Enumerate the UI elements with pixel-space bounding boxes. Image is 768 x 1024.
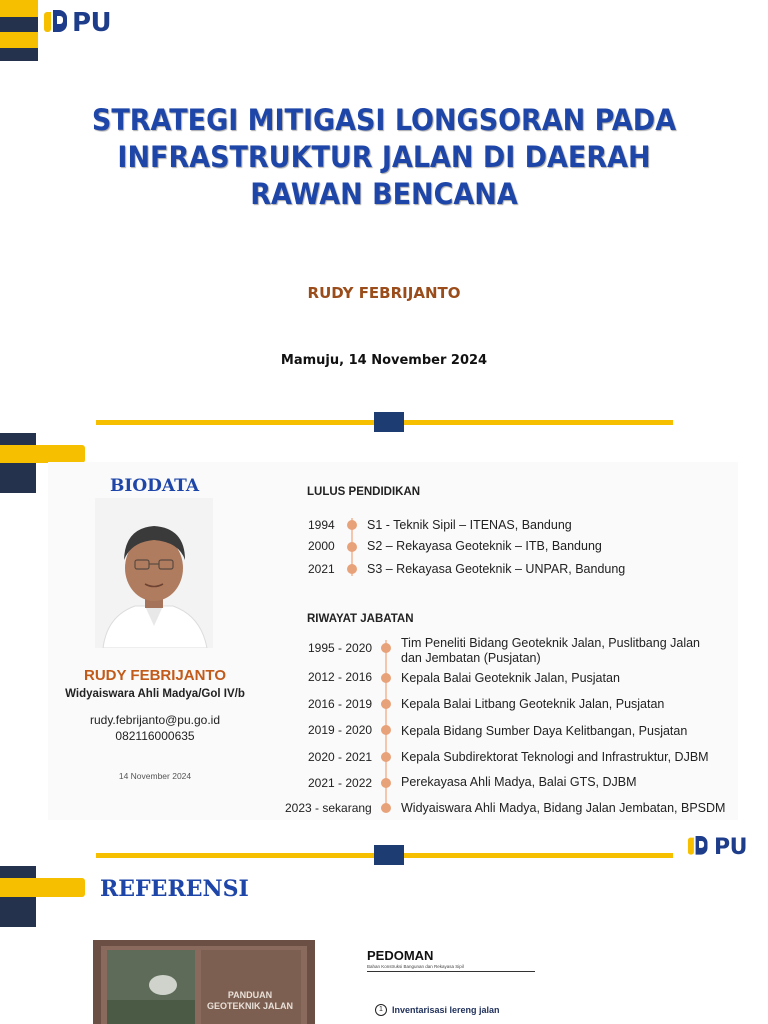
slide-divider-marker — [374, 412, 404, 432]
corner-navy-bar — [0, 48, 38, 61]
career-years: 2016 - 2019 — [308, 697, 373, 711]
corner-navy-bar — [0, 17, 38, 32]
biodata-heading: BIODATA — [110, 476, 200, 496]
pu-logo — [686, 834, 747, 860]
title-line: STRATEGI MITIGASI LONGSORAN PADA — [91, 103, 677, 137]
corner-yellow-bar — [0, 878, 85, 897]
title-line: RAWAN BENCANA — [250, 177, 518, 211]
timeline-dot — [347, 520, 357, 530]
corner-yellow-bar — [0, 445, 85, 463]
corner-yellow-bar — [0, 0, 38, 17]
timeline-dot — [381, 803, 391, 813]
education-year: 2000 — [308, 539, 335, 553]
timeline-dot — [381, 673, 391, 683]
career-years: 1995 - 2020 — [308, 641, 373, 655]
timeline-dot — [381, 778, 391, 788]
education-item: S3 – Rekayasa Geoteknik – UNPAR, Bandung — [367, 562, 626, 576]
timeline-dot — [381, 643, 391, 653]
career-years: 2019 - 2020 — [308, 723, 373, 737]
education-heading: LULUS PENDIDIKAN — [307, 486, 421, 498]
pu-logo-text: PU — [714, 834, 747, 860]
timeline-dot — [381, 752, 391, 762]
education-item: S2 – Rekayasa Geoteknik – ITB, Bandung — [367, 539, 602, 553]
corner-navy-bar — [0, 463, 36, 493]
reference-item: Inventarisasi lereng jalan — [392, 1005, 500, 1015]
presentation-date: Mamuju, 14 November 2024 — [280, 353, 488, 368]
presentation-title — [64, 102, 704, 213]
biodata-email: rudy.febrijanto@pu.go.id — [89, 713, 221, 727]
timeline-dot — [347, 564, 357, 574]
corner-navy-bar — [0, 897, 36, 927]
career-years: 2023 - sekarang — [285, 801, 372, 815]
title-line: INFRASTRUKTUR JALAN DI DAERAH — [117, 140, 651, 174]
biodata-date: 14 November 2024 — [118, 771, 192, 781]
career-item: Kepala Balai Litbang Geoteknik Jalan, Pusjatan — [401, 697, 665, 711]
career-years: 2012 - 2016 — [308, 670, 373, 684]
pu-logo-mark — [44, 10, 70, 36]
pedoman-underline — [367, 971, 535, 972]
career-item: Kepala Balai Geoteknik Jalan, Pusjatan — [401, 671, 620, 685]
career-item: Widyaiswara Ahli Madya, Bidang Jalan Jembatan, BPSDM — [401, 801, 726, 815]
item-number-badge: 1 — [375, 1004, 387, 1016]
corner-yellow-bar — [0, 32, 38, 48]
education-year: 2021 — [308, 562, 335, 576]
corner-navy-bar — [0, 866, 36, 878]
career-item: Tim Peneliti Bidang Geoteknik Jalan, Puslitbang Jalan dan Jembatan (Pusjatan) — [401, 636, 701, 665]
book-title-line: GEOTEKNIK JALAN — [206, 1001, 293, 1011]
book-title — [205, 990, 295, 1012]
career-item: Perekayasa Ahli Madya, Balai GTS, DJBM — [401, 775, 637, 789]
career-years: 2020 - 2021 — [308, 750, 373, 764]
profile-photo — [95, 498, 213, 648]
career-years: 2021 - 2022 — [308, 776, 373, 790]
timeline-dot — [347, 542, 357, 552]
timeline-dot — [381, 699, 391, 709]
timeline-dot — [381, 725, 391, 735]
education-item: S1 - Teknik Sipil – ITENAS, Bandung — [367, 518, 572, 532]
biodata-role: Widyaiswara Ahli Madya/Gol IV/b — [65, 688, 245, 700]
biodata-phone: 082116000635 — [115, 729, 195, 743]
pu-logo-text: PU — [72, 8, 112, 38]
biodata-name: RUDY FEBRIJANTO — [84, 667, 226, 684]
career-item: Kepala Subdirektorat Teknologi and Infrastruktur, DJBM — [401, 750, 709, 764]
career-item: Kepala Bidang Sumber Daya Kelitbangan, Pusjatan — [401, 724, 688, 738]
referensi-heading: REFERENSI — [100, 876, 249, 902]
pu-logo-mark — [688, 836, 710, 858]
book-title-line: PANDUAN — [227, 990, 273, 1000]
corner-navy-bar — [0, 433, 36, 445]
career-heading: RIWAYAT JABATAN — [307, 613, 414, 625]
pedoman-heading: PEDOMAN — [367, 948, 434, 963]
education-year: 1994 — [308, 518, 335, 532]
pedoman-subtitle: Bahan Konstruksi Bangunan dan Rekayasa Sipil — [367, 964, 464, 969]
slide-divider-marker — [374, 845, 404, 865]
pu-logo — [44, 8, 111, 38]
author-name: RUDY FEBRIJANTO — [307, 284, 461, 302]
